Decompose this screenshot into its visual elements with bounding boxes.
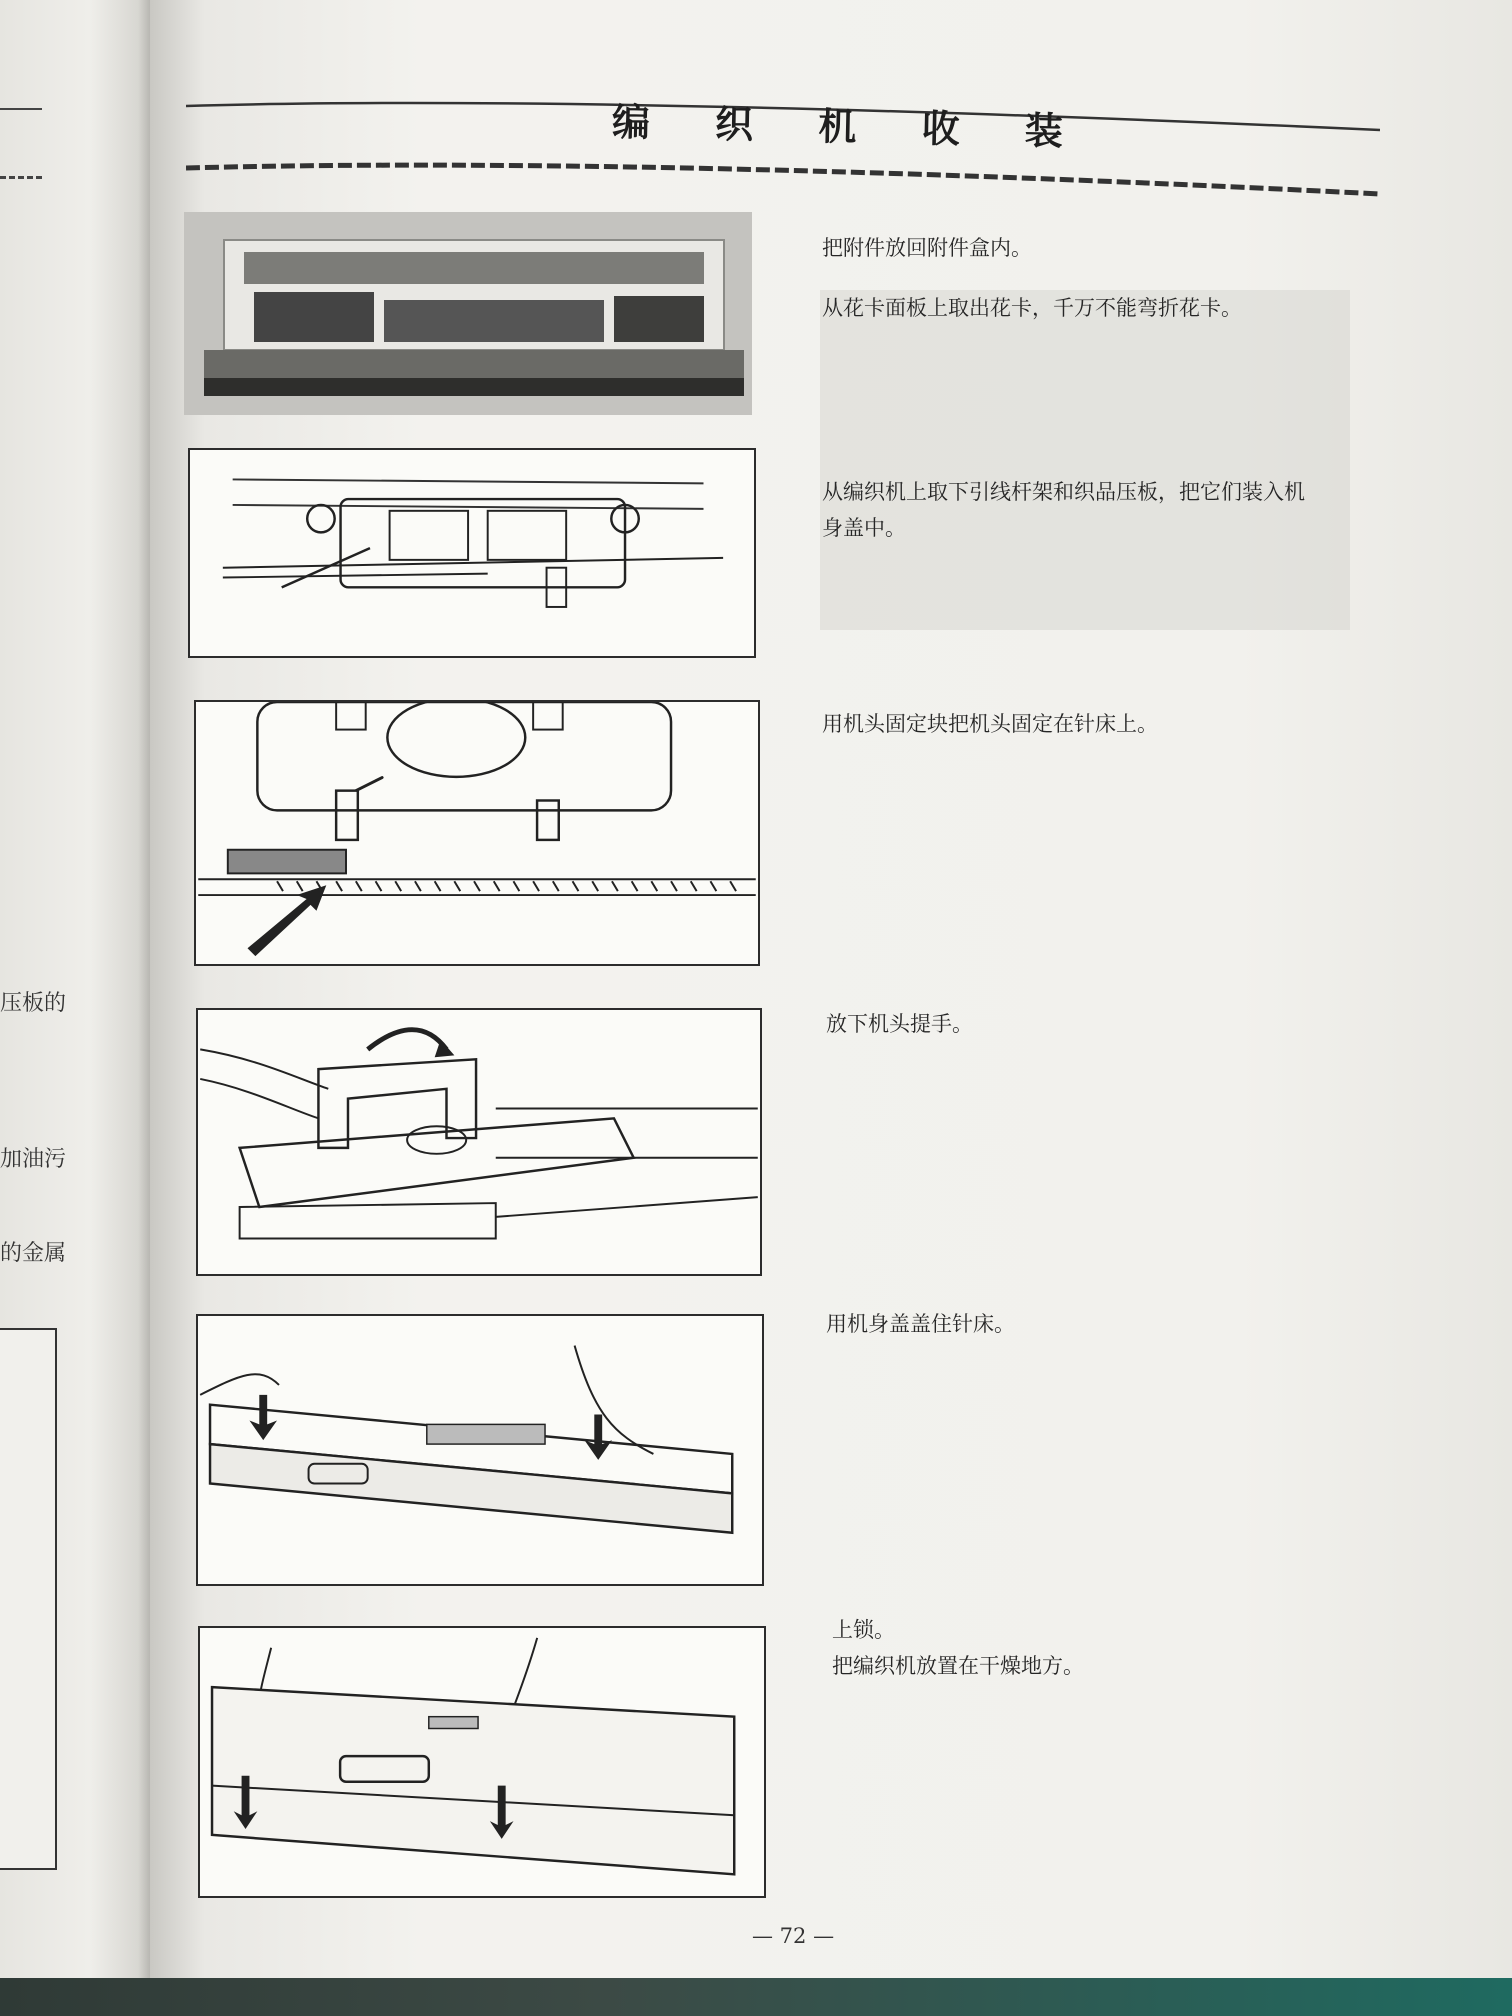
yarn-mast-drawing: [188, 448, 756, 658]
left-page-dashed-rule: [0, 176, 42, 179]
step-2-text-line-1: 从编织机上取下引线杆架和织品压板，把它们装入机: [822, 480, 1305, 504]
step-6-text-line-2: 把编织机放置在干燥地方。: [832, 1654, 1084, 1678]
left-page: [0, 0, 150, 2016]
step-5-text: 用机身盖盖住针床。: [826, 1312, 1015, 1336]
step-4-text: 放下机头提手。: [826, 1012, 973, 1036]
lock-case-drawing: [198, 1626, 766, 1898]
background-surface: [0, 1978, 1512, 2016]
left-page-text: 加油污: [0, 1147, 67, 1172]
show-through-shadow: [820, 290, 1350, 630]
page-title: 编 织 机 收 装: [611, 100, 1090, 154]
title-dashed-rule: [186, 150, 1380, 198]
left-page-text: 压板的: [0, 991, 67, 1016]
step-1-text-line-1: 把附件放回附件盒内。: [822, 236, 1032, 260]
carriage-lock-drawing: [194, 700, 760, 966]
left-page-rule: [0, 108, 42, 110]
step-2-text-line-2: 身盖中。: [822, 516, 906, 540]
step-6-text-line-1: 上锁。: [832, 1618, 895, 1642]
left-page-box: [0, 1328, 57, 1870]
cover-drawing: [196, 1314, 764, 1586]
page-number: — 72 —: [752, 1924, 835, 1948]
left-page-text: 的金属: [0, 1241, 67, 1266]
accessory-box-photo: [184, 212, 752, 415]
carriage-handle-drawing: [196, 1008, 762, 1276]
step-1-text-line-2: 从花卡面板上取出花卡，千万不能弯折花卡。: [822, 296, 1242, 320]
step-3-text: 用机头固定块把机头固定在针床上。: [822, 712, 1158, 736]
